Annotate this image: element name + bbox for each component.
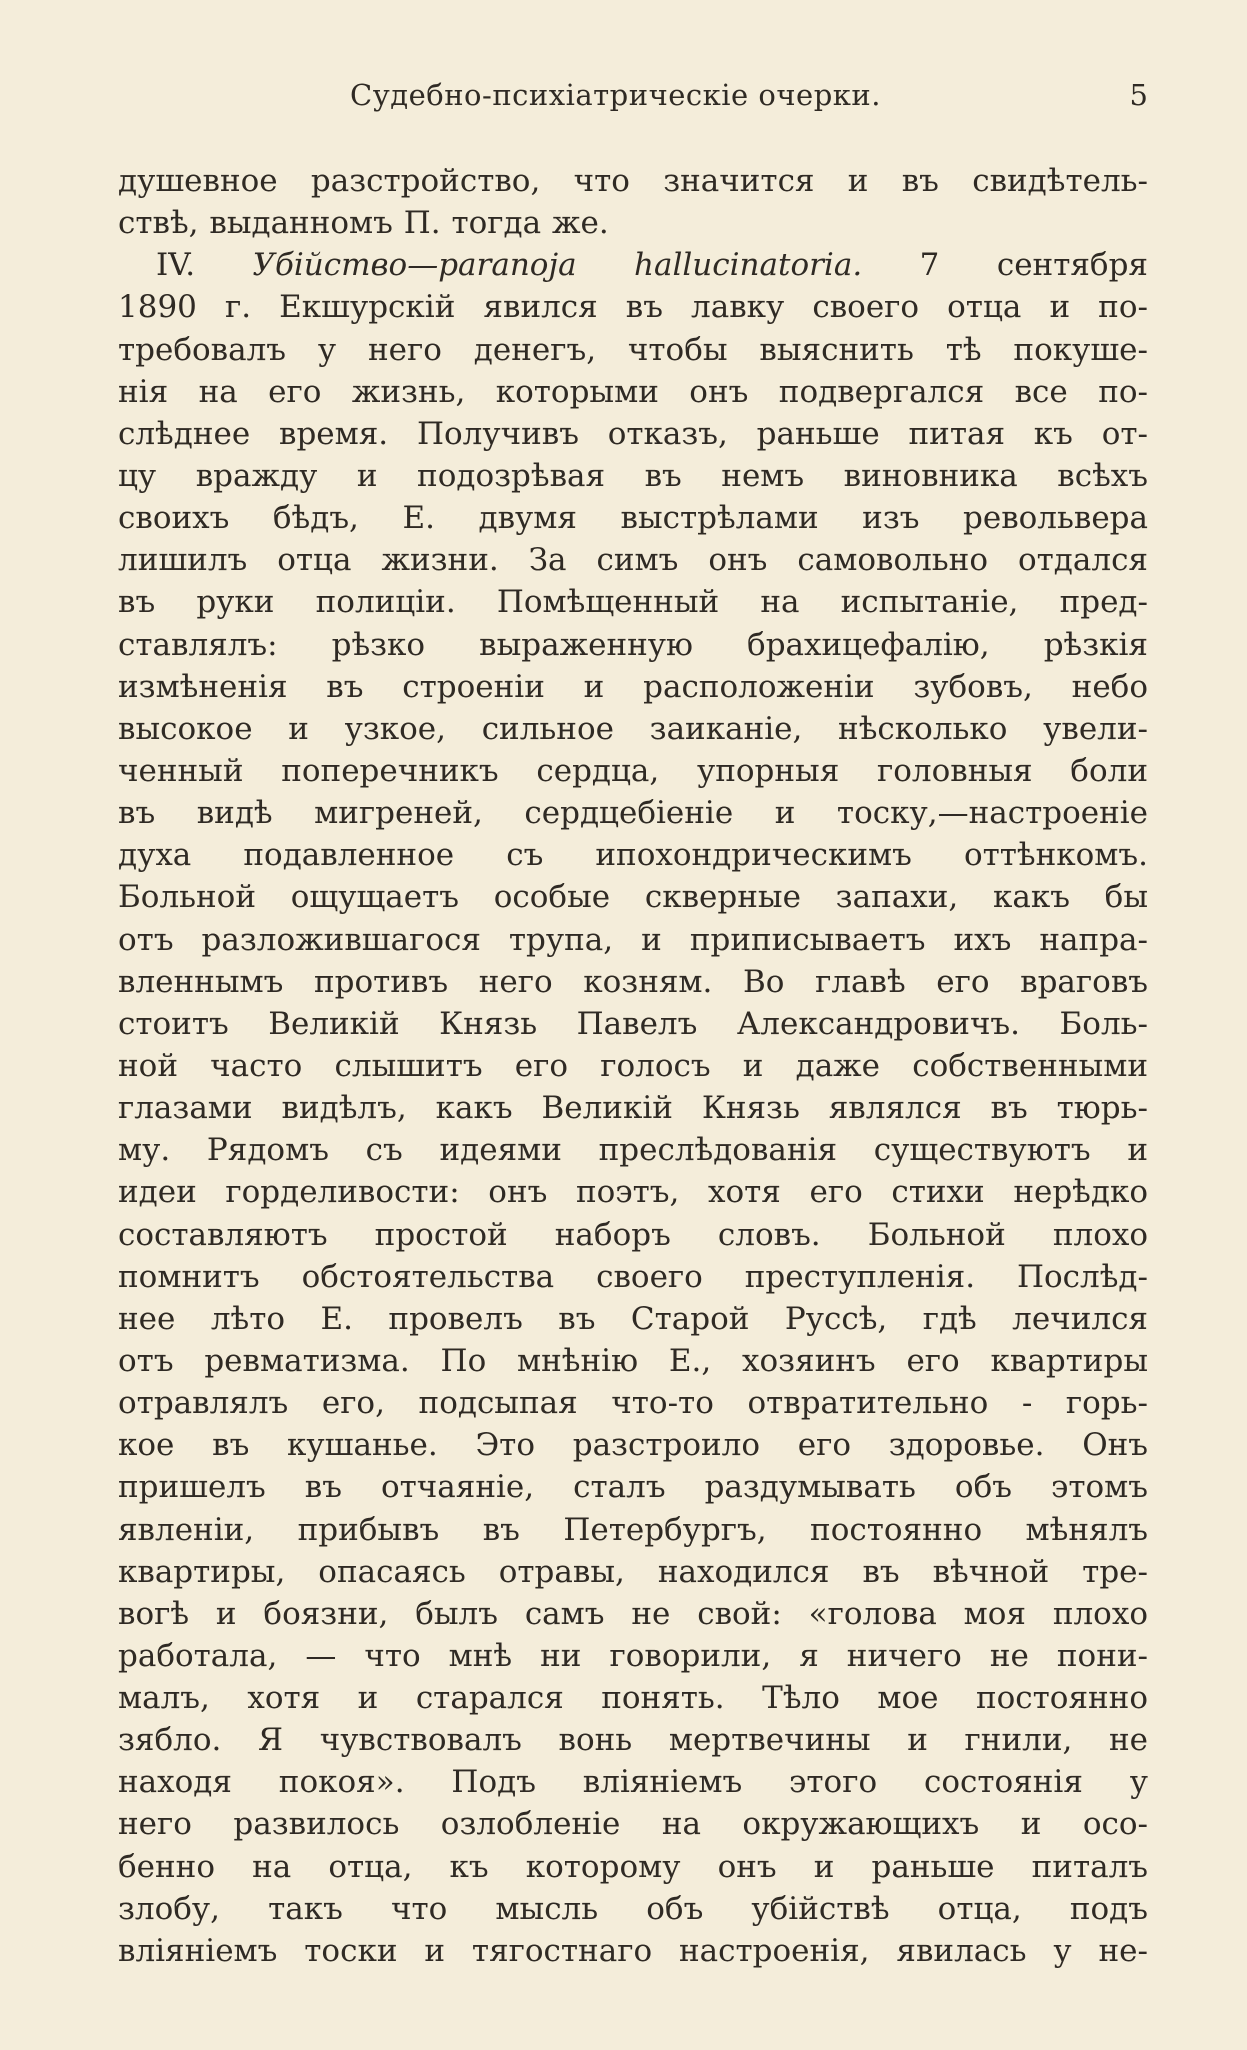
- text-line: ной часто слышитъ его голосъ и даже собственными: [118, 1047, 1148, 1084]
- text-line: духа подавленное съ ипохондрическимъ оттѣнкомъ.: [118, 837, 1148, 874]
- text-line: въ руки полиціи. Помѣщенный на испытаніе, пред-: [118, 584, 1148, 621]
- section-heading-line: [118, 244, 1148, 286]
- text-line: помнитъ обстоятельства своего преступленія. Послѣд-: [118, 1258, 1148, 1295]
- text-line: вогѣ и боязни, былъ самъ не свой: «голова моя плохо: [118, 1595, 1148, 1632]
- running-header: [118, 78, 1148, 122]
- text-line: квартиры, опасаясь отравы, находился въ вѣчной тре-: [118, 1553, 1148, 1590]
- body-text: [118, 160, 1148, 1972]
- text-line: отъ ревматизма. По мнѣнію Е., хозяинъ его квартиры: [118, 1342, 1148, 1379]
- text-line: слѣднее время. Получивъ отказъ, раньше питая къ от-: [118, 415, 1148, 452]
- text-line: составляютъ простой наборъ словъ. Больной плохо: [118, 1216, 1148, 1253]
- text-line: въ видѣ мигреней, сердцебіеніе и тоску,—настроеніе: [118, 795, 1148, 832]
- text-line: явленіи, прибывъ въ Петербургъ, постоянно мѣнялъ: [118, 1511, 1148, 1548]
- text-line: нее лѣто Е. провелъ въ Старой Руссѣ, гдѣ лечился: [118, 1300, 1148, 1337]
- text-line: вліяніемъ тоски и тягостнаго настроенія, явилась у не-: [118, 1932, 1148, 1969]
- text-line: него развилось озлобленіе на окружающихъ и осо-: [118, 1806, 1148, 1843]
- text-line: душевное разстройство, что значится и въ свидѣтель-: [118, 163, 1148, 199]
- text-line: нія на его жизнь, которыми онъ подвергался все по-: [118, 373, 1148, 410]
- text-line: 1890 г. Екшурскій явился въ лавку своего отца и по-: [118, 289, 1148, 326]
- section-date: 7 сентября: [919, 247, 1148, 284]
- text-line: глазами видѣлъ, какъ Великій Князь являлся въ тюрь-: [118, 1090, 1148, 1127]
- text-line: пришелъ въ отчаяніе, сталъ раздумывать объ этомъ: [118, 1469, 1148, 1506]
- text-line: стоитъ Великій Князь Павелъ Александровичъ. Боль-: [118, 1005, 1148, 1042]
- text-line: Больной ощущаетъ особые скверные запахи, какъ бы: [118, 879, 1148, 916]
- running-title: Судебно-психіатрическіе очерки.: [350, 78, 881, 112]
- text-line: бенно на отца, къ которому онъ и раньше питалъ: [118, 1848, 1148, 1885]
- text-line: идеи горделивости: онъ поэтъ, хотя его стихи нерѣдко: [118, 1174, 1148, 1211]
- text-line: лишилъ отца жизни. За симъ онъ самовольно отдался: [118, 542, 1148, 579]
- text-line: му. Рядомъ съ идеями преслѣдованія существуютъ и: [118, 1132, 1148, 1169]
- text-line: ставлялъ: рѣзко выраженную брахицефалію, рѣзкія: [118, 626, 1148, 663]
- text-line: измѣненія въ строеніи и расположеніи зубовъ, небо: [118, 668, 1148, 705]
- text-line: цу вражду и подозрѣвая въ немъ виновника всѣхъ: [118, 457, 1148, 494]
- text-line: своихъ бѣдъ, Е. двумя выстрѣлами изъ револьвера: [118, 500, 1148, 537]
- text-line: работала, — что мнѣ ни говорили, я ничего не пони-: [118, 1637, 1148, 1674]
- section-title: Убійство—paranoja hallucinatoria.: [252, 247, 863, 284]
- text-line: малъ, хотя и старался понять. Тѣло мое постоянно: [118, 1680, 1148, 1717]
- section-number: IV.: [156, 247, 196, 284]
- text-line: находя покоя». Подъ вліяніемъ этого состоянія у: [118, 1764, 1148, 1801]
- text-line: ствѣ, выданномъ П. тогда же.: [118, 205, 609, 242]
- text-line: ченный поперечникъ сердца, упорныя головныя боли: [118, 752, 1148, 789]
- text-line: отравлялъ его, подсыпая что-то отвратительно - горь-: [118, 1385, 1148, 1422]
- text-line: злобу, такъ что мысль объ убійствѣ отца, подъ: [118, 1890, 1148, 1927]
- text-line: требовалъ у него денегъ, чтобы выяснить тѣ покуше-: [118, 331, 1148, 368]
- page-number: 5: [1129, 78, 1148, 112]
- text-line: зябло. Я чувствовалъ вонь мертвечины и гнили, не: [118, 1722, 1148, 1759]
- text-line: вленнымъ противъ него козням. Во главѣ его враговъ: [118, 963, 1148, 1000]
- text-line: кое въ кушанье. Это разстроило его здоровье. Онъ: [118, 1427, 1148, 1464]
- text-line: высокое и узкое, сильное заиканіе, нѣсколько увели-: [118, 710, 1148, 747]
- text-line: отъ разложившагося трупа, и приписываетъ ихъ напра-: [118, 921, 1148, 958]
